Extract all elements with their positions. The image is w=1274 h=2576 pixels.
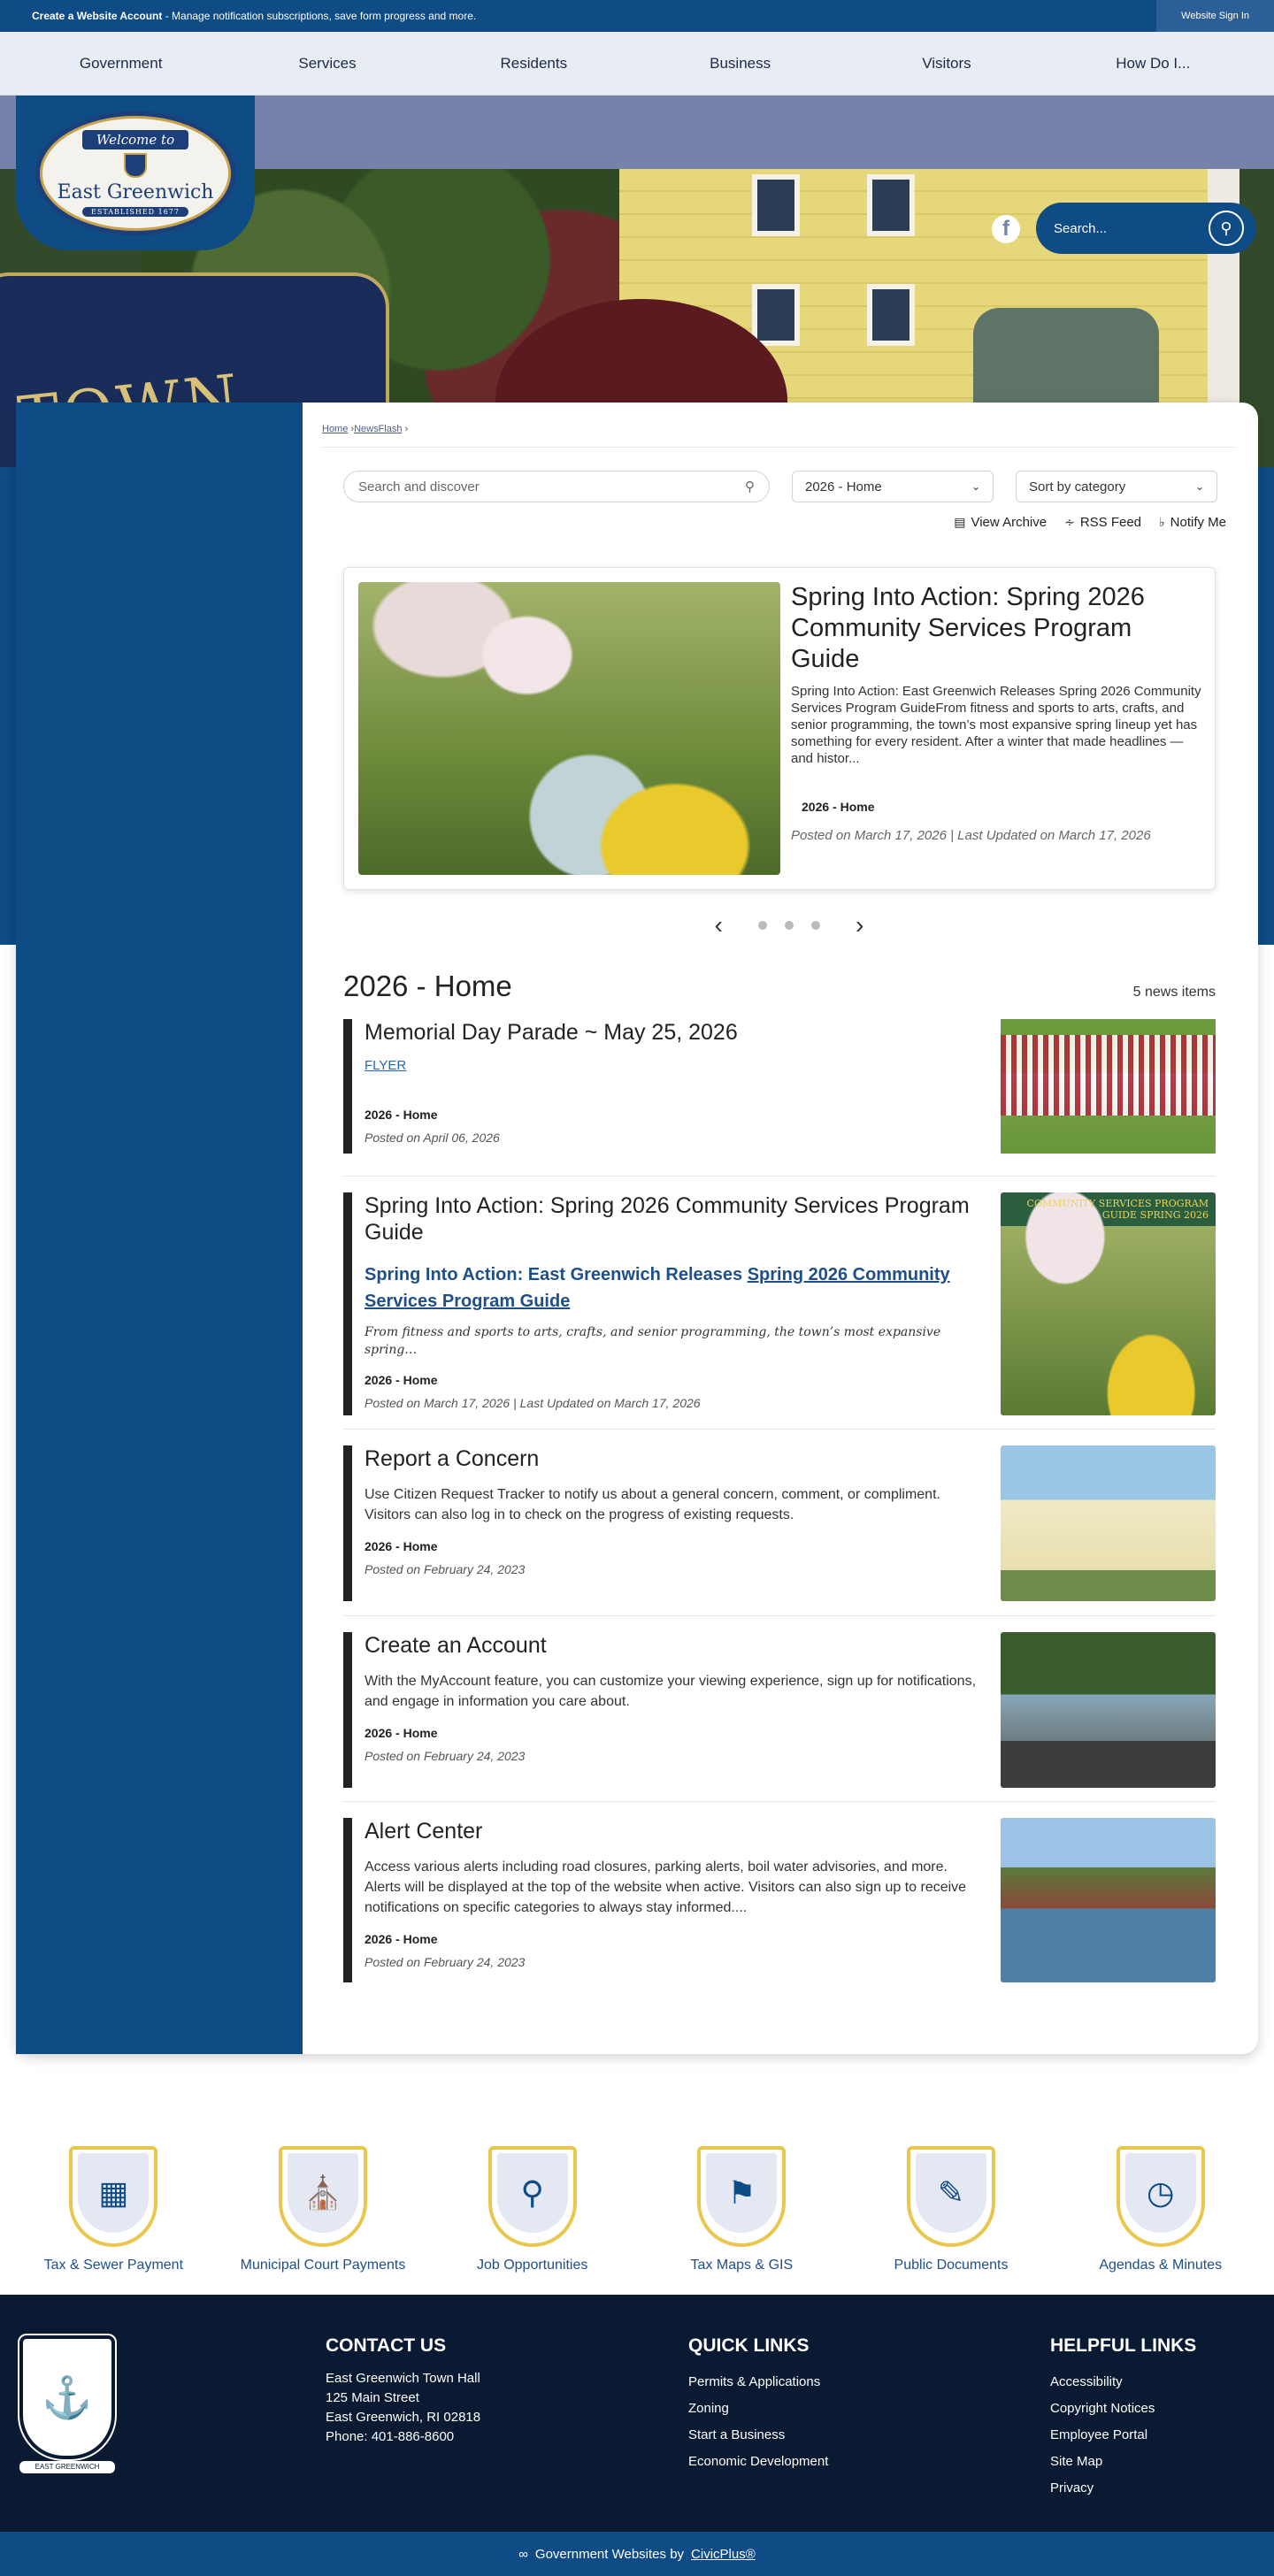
featured-carousel-controls bbox=[322, 911, 1235, 939]
left-sidebar bbox=[16, 402, 303, 2054]
list-item bbox=[343, 1445, 1216, 1616]
shield-frame bbox=[488, 2146, 577, 2247]
building-window bbox=[867, 174, 915, 236]
view-archive-link[interactable] bbox=[954, 515, 1047, 530]
list-item bbox=[343, 1019, 1216, 1177]
flyer-link[interactable]: FLYER bbox=[365, 1058, 407, 1073]
item-posted-date: Posted on April 06, 2026 bbox=[365, 1131, 500, 1145]
nav-government[interactable]: Government bbox=[79, 54, 163, 72]
item-accent-bar bbox=[343, 1632, 352, 1788]
civicplus-text: Government Websites by bbox=[534, 2546, 685, 2562]
sort-select-value: Sort by category bbox=[1029, 479, 1126, 494]
clipboard-clock-icon: ◷ bbox=[1125, 2153, 1196, 2233]
search-icon[interactable]: ⚲ bbox=[745, 479, 755, 494]
job-opportunities-link[interactable] bbox=[427, 2146, 637, 2273]
building-window bbox=[752, 174, 800, 236]
contact-us-column bbox=[326, 2335, 480, 2447]
main-nav bbox=[0, 32, 1274, 96]
item-text bbox=[365, 1019, 984, 1157]
nav-residents[interactable]: Residents bbox=[500, 54, 568, 72]
featured-posted-date: Posted on March 17, 2026 | Last Updated on March 17, 2026 bbox=[791, 828, 1151, 843]
list-item bbox=[343, 1818, 1216, 1982]
main-content bbox=[322, 402, 1235, 1982]
list-item bbox=[343, 1632, 1216, 1802]
item-thumbnail[interactable] bbox=[1001, 1818, 1216, 1982]
shield-frame bbox=[697, 2146, 786, 2247]
item-lead-intro: Spring Into Action: East Greenwich Releases bbox=[365, 1265, 748, 1284]
list-item bbox=[343, 1192, 1216, 1430]
item-posted-date: Posted on February 24, 2023 bbox=[365, 1749, 526, 1763]
carousel-dots bbox=[758, 921, 820, 930]
item-thumbnail[interactable] bbox=[1001, 1445, 1216, 1601]
item-title[interactable]: Report a Concern bbox=[365, 1446, 540, 1471]
quick-link-label: Public Documents bbox=[894, 2258, 1009, 2273]
facebook-icon[interactable]: f bbox=[992, 215, 1020, 243]
public-documents-link[interactable] bbox=[847, 2146, 1056, 2273]
featured-description: Spring Into Action: East Greenwich Releases Spring 2026 Community Services Program GuideFrom fitness and sports to arts, crafts, and senior programming, the town’s most expansive spring lineup yet has something for every resident. After a winter that made headlines — and histor... bbox=[791, 684, 1201, 766]
footer-crest-ribbon: EAST GREENWICH bbox=[19, 2461, 115, 2473]
site-search-input[interactable]: Search... bbox=[1054, 220, 1108, 236]
quick-link-label: Tax & Sewer Payment bbox=[43, 2258, 184, 2273]
rss-feed-link[interactable] bbox=[1064, 515, 1141, 530]
quick-link-label: Job Opportunities bbox=[476, 2258, 588, 2273]
shield-frame bbox=[279, 2146, 367, 2247]
site-logo[interactable] bbox=[16, 96, 255, 250]
civicplus-bar bbox=[0, 2532, 1274, 2576]
breadcrumb-home[interactable]: Home bbox=[322, 424, 349, 434]
footer-crest bbox=[19, 2335, 115, 2479]
notify-me-link[interactable] bbox=[1159, 515, 1226, 530]
civicplus-logo-icon: ∞ bbox=[518, 2546, 528, 2562]
item-category-tag: 2026 - Home bbox=[365, 1539, 438, 1553]
helpful-links-heading: HELPFUL LINKS bbox=[1050, 2335, 1197, 2356]
notify-me-label: Notify Me bbox=[1170, 515, 1226, 530]
civicplus-link[interactable]: CivicPlus® bbox=[691, 2546, 756, 2562]
logo-welcome-text: Welcome to bbox=[82, 130, 188, 150]
archive-icon: ▤ bbox=[954, 515, 966, 529]
news-list-title: 2026 - Home bbox=[343, 970, 512, 1002]
tax-sewer-payment-link[interactable] bbox=[9, 2146, 219, 2273]
nav-services[interactable]: Services bbox=[298, 54, 357, 72]
footer-link[interactable]: Accessibility bbox=[1050, 2374, 1123, 2389]
footer-link[interactable]: Copyright Notices bbox=[1050, 2401, 1155, 2416]
content-panel bbox=[16, 402, 1258, 2054]
chevron-down-icon: ⌄ bbox=[1194, 480, 1204, 493]
item-description: Access various alerts including road closures, parking alerts, boil water advisories, and more. Alerts will be displayed at the top of the website when active. Visitors can also sign up to receive notifications on specific categories to always stay informed.... bbox=[365, 1859, 967, 1915]
footer-link[interactable]: Permits & Applications bbox=[688, 2374, 821, 2389]
item-text bbox=[365, 1445, 984, 1589]
create-account-link[interactable]: Create a Website Account bbox=[32, 10, 163, 22]
flags-image bbox=[1001, 1019, 1216, 1154]
anchor-hourglass-crest-icon: ⚓ bbox=[19, 2335, 115, 2459]
news-search-input[interactable] bbox=[343, 471, 770, 502]
news-list-header bbox=[343, 970, 1216, 1003]
footer-link[interactable]: Start a Business bbox=[688, 2427, 786, 2442]
item-title[interactable]: Spring Into Action: Spring 2026 Community Services Program Guide bbox=[365, 1193, 970, 1245]
search-icon[interactable]: ⚲ bbox=[1209, 211, 1244, 246]
quick-link-label: Municipal Court Payments bbox=[240, 2258, 406, 2273]
feed-links bbox=[322, 515, 1226, 530]
chevron-left-icon[interactable]: ‹ bbox=[714, 911, 723, 939]
news-filters bbox=[343, 471, 1235, 502]
item-lead-text bbox=[365, 1261, 984, 1315]
item-thumbnail[interactable] bbox=[1001, 1019, 1216, 1154]
contact-us-heading: CONTACT US bbox=[326, 2335, 447, 2356]
item-accent-bar bbox=[343, 1019, 352, 1154]
page-body bbox=[0, 424, 1274, 2121]
item-text bbox=[365, 1632, 984, 1775]
program-guide-link[interactable]: Spring 2026 Community Services Program Guide bbox=[365, 1265, 950, 1311]
item-thumbnail[interactable] bbox=[1001, 1632, 1216, 1788]
featured-title[interactable]: Spring Into Action: Spring 2026 Community Services Program Guide bbox=[791, 583, 1145, 673]
sort-select[interactable] bbox=[1016, 471, 1217, 502]
bell-icon: ♭ bbox=[1159, 515, 1165, 529]
account-banner-text[interactable] bbox=[32, 10, 476, 22]
website-sign-in-button[interactable]: Website Sign In bbox=[1156, 0, 1274, 32]
logo-established: ESTABLISHED 1677 bbox=[82, 207, 188, 217]
footer-link[interactable]: Employee Portal bbox=[1050, 2427, 1148, 2442]
document-icon: ✎ bbox=[916, 2153, 986, 2233]
logo-oval bbox=[35, 111, 235, 235]
nav-business[interactable]: Business bbox=[710, 54, 771, 72]
crest-icon bbox=[124, 153, 147, 178]
footer-link[interactable]: Economic Development bbox=[688, 2454, 829, 2469]
shield-frame bbox=[69, 2146, 157, 2247]
building-window bbox=[752, 284, 800, 346]
rss-icon: ∻ bbox=[1064, 515, 1075, 529]
carousel-dot[interactable] bbox=[758, 921, 767, 930]
featured-image[interactable] bbox=[358, 582, 780, 875]
view-archive-label: View Archive bbox=[971, 515, 1048, 530]
item-accent-bar bbox=[343, 1192, 352, 1415]
courthouse-icon: ⛪ bbox=[288, 2153, 358, 2233]
site-search[interactable] bbox=[1036, 203, 1256, 254]
item-posted-date: Posted on February 24, 2023 bbox=[365, 1562, 526, 1576]
helpful-links-column bbox=[1050, 2335, 1196, 2502]
item-description: From fitness and sports to arts, crafts, and senior programming, the town’s most expansive spring… bbox=[365, 1325, 941, 1357]
item-description: With the MyAccount feature, you can customize your viewing experience, sign up for notifications, and engage in information you care about. bbox=[365, 1674, 977, 1709]
item-posted-date: Posted on February 24, 2023 bbox=[365, 1955, 526, 1969]
item-category-tag: 2026 - Home bbox=[365, 1108, 438, 1122]
rss-feed-label: RSS Feed bbox=[1079, 515, 1142, 530]
quick-links-heading: QUICK LINKS bbox=[688, 2335, 810, 2356]
item-category-tag: 2026 - Home bbox=[365, 1373, 438, 1387]
item-category-tag: 2026 - Home bbox=[365, 1726, 438, 1740]
category-select-value: 2026 - Home bbox=[805, 479, 882, 494]
chevron-right-icon[interactable]: › bbox=[856, 911, 864, 939]
municipal-court-payments-link[interactable] bbox=[219, 2146, 428, 2273]
featured-category-tag: 2026 - Home bbox=[791, 800, 874, 814]
logo-town-name: East Greenwich bbox=[57, 180, 214, 203]
contact-phone: Phone: 401-886-8600 bbox=[326, 2429, 455, 2444]
item-text bbox=[365, 1818, 984, 1982]
chevron-down-icon: ⌄ bbox=[971, 480, 980, 493]
news-count: 5 news items bbox=[1132, 985, 1216, 1000]
featured-news-card[interactable] bbox=[343, 567, 1216, 890]
shield-frame bbox=[907, 2146, 995, 2247]
item-category-tag: 2026 - Home bbox=[365, 1932, 438, 1946]
item-description: Use Citizen Request Tracker to notify us about a general concern, comment, or compliment. Visitors can also log in to check on the progress of existing requests. bbox=[365, 1487, 940, 1522]
carousel-dot[interactable] bbox=[785, 921, 794, 930]
footer-link[interactable]: Privacy bbox=[1050, 2480, 1094, 2496]
item-accent-bar bbox=[343, 1818, 352, 1982]
agendas-minutes-link[interactable] bbox=[1055, 2146, 1265, 2273]
item-title[interactable]: Memorial Day Parade ~ May 25, 2026 bbox=[365, 1020, 738, 1045]
footer-link[interactable]: Zoning bbox=[688, 2401, 729, 2416]
carousel-dot[interactable] bbox=[811, 921, 820, 930]
quick-link-label: Agendas & Minutes bbox=[1099, 2258, 1223, 2273]
map-pin-icon: ⚑ bbox=[706, 2153, 777, 2233]
quick-link-label: Tax Maps & GIS bbox=[690, 2258, 794, 2273]
contact-line: 125 Main Street bbox=[326, 2390, 419, 2405]
tax-maps-gis-link[interactable] bbox=[637, 2146, 847, 2273]
building-window bbox=[867, 284, 915, 346]
item-posted-date: Posted on March 17, 2026 | Last Updated on March 17, 2026 bbox=[365, 1396, 701, 1410]
nav-how-do-i[interactable]: How Do I... bbox=[1116, 54, 1191, 72]
nav-visitors[interactable]: Visitors bbox=[922, 54, 971, 72]
quick-links-column bbox=[688, 2335, 828, 2475]
breadcrumb: Home ›NewsFlash › bbox=[322, 402, 1235, 448]
category-select[interactable] bbox=[792, 471, 994, 502]
account-banner bbox=[0, 0, 1274, 32]
contact-line: East Greenwich Town Hall bbox=[326, 2371, 480, 2386]
credit-card-icon: ▦ bbox=[78, 2153, 149, 2233]
item-title[interactable]: Create an Account bbox=[365, 1633, 547, 1658]
item-text bbox=[365, 1192, 984, 1422]
item-title[interactable]: Alert Center bbox=[365, 1819, 483, 1844]
quick-icon-links bbox=[0, 2121, 1274, 2295]
breadcrumb-newsflash[interactable]: NewsFlash bbox=[354, 424, 403, 434]
contact-line: East Greenwich, RI 02818 bbox=[326, 2410, 481, 2425]
item-accent-bar bbox=[343, 1445, 352, 1601]
shield-frame bbox=[1117, 2146, 1205, 2247]
news-search-placeholder: Search and discover bbox=[358, 479, 480, 494]
item-thumbnail[interactable] bbox=[1001, 1192, 1216, 1415]
thumbnail-guide-text: COMMUNITY SERVICES PROGRAM GUIDE SPRING 2026 bbox=[1026, 1198, 1209, 1221]
document-search-icon: ⚲ bbox=[497, 2153, 568, 2233]
account-banner-description: - Manage notification subscriptions, save form progress and more. bbox=[162, 10, 477, 22]
footer-link[interactable]: Site Map bbox=[1050, 2454, 1103, 2469]
site-footer bbox=[0, 2295, 1274, 2532]
